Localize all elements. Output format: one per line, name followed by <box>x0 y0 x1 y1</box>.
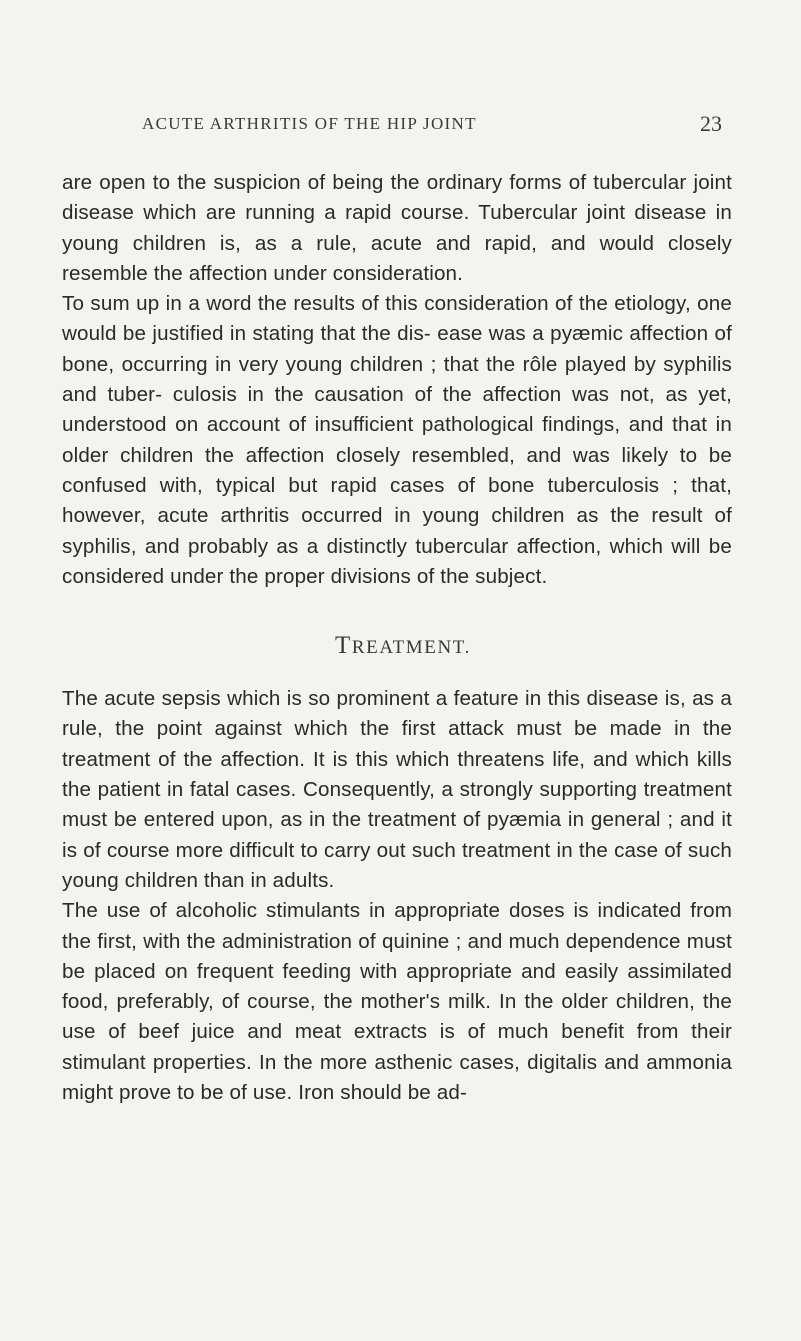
running-title: ACUTE ARTHRITIS OF THE HIP JOINT <box>142 114 477 133</box>
paragraph-treatment-stimulants: The use of alcoholic stimulants in appropriate doses is indicated from the first, with the administration of quinine ; and much dependence must be placed on frequent feeding with appropriate and easily assimilated food, preferably, of course, the mother's milk. In the older children, the use of beef juice and meat extracts is of much benefit from their stimulant properties. In the more asthenic cases, digitalis and ammonia might prove to be of use. Iron should be ad- <box>62 899 732 1105</box>
paragraph-treatment-sepsis: The acute sepsis which is so prominent a feature in this disease is, as a rule, the point against which the first attack must be made in the treatment of the affection. It is this which threatens life, and which kills the patient in fatal cases. Consequently, a strongly supporting treatment must be entered upon, as in the treatment of pyæmia in general ; and it is of course more difficult to carry out such treatment in the case of such young children than in adults. <box>62 687 732 892</box>
section-heading-initial: T <box>335 632 352 660</box>
running-head <box>142 111 722 140</box>
section-heading-rest: REATMENT. <box>351 637 471 659</box>
section-heading-treatment <box>62 632 732 660</box>
page-number: 23 <box>700 111 722 136</box>
body-text <box>62 168 732 1108</box>
paragraph-continuation: are open to the suspicion of being the ordinary forms of tubercular joint disease which are running a rapid course. Tubercular joint disease in young children is, as a rule, acute and rapid, and would closely resemble the affection under consideration. <box>62 171 732 285</box>
paragraph-etiology-summary: To sum up in a word the results of this consideration of the etiology, one would be justified in stating that the dis- ease was a pyæmic affection of bone, occurring in very young children ; that the rôle played by syphilis and tuber- culosis in the causation of the affection was not, as yet, understood on account of insufficient pathological findings, and that in older children the affection closely resembled, and was likely to be confused with, typical but rapid cases of bone tuberculosis ; that, however, acute arthritis occurred in young children as the result of syphilis, and probably as a distinctly tubercular affection, which will be considered under the proper divisions of the subject. <box>62 292 732 588</box>
